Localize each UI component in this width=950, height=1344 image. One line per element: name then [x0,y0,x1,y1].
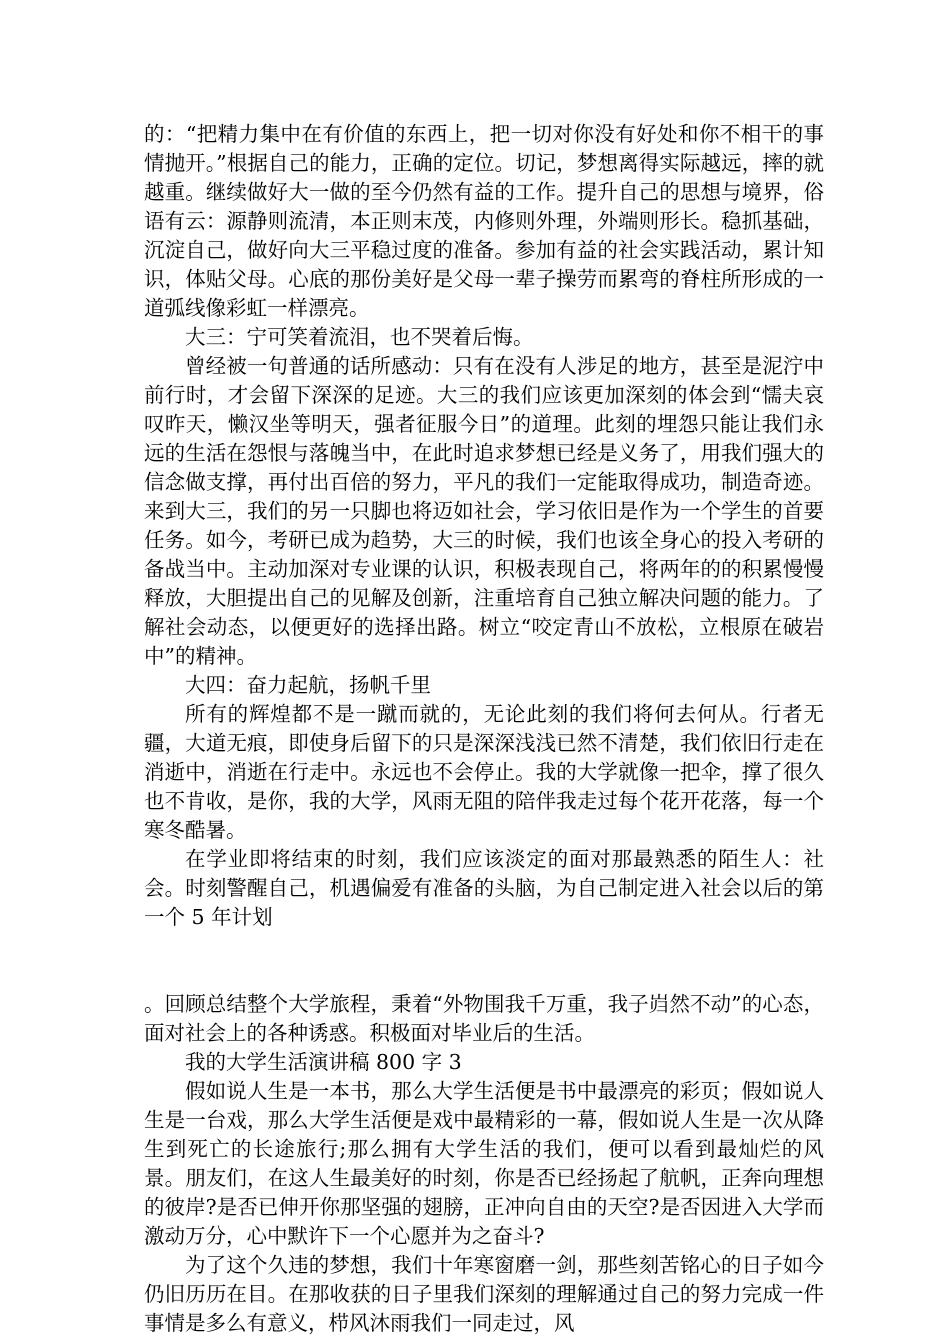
paragraph-6: 在学业即将结束的时刻，我们应该淡定的面对那最熟悉的陌生人：社会。时刻警醒自己，机遇偏爱有准备的头脑，为自己制定进入社会以后的第一个 5 年计划 [144,847,824,929]
document-body [144,120,824,1338]
paragraph-9: 假如说人生是一本书，那么大学生活便是书中最漂亮的彩页；假如说人生是一台戏，那么大学生活便是戏中最精彩的一幕，假如说人生是一次从降生到死亡的长途旅行;那么拥有大学生活的我们，便可以看到最灿烂的风景。朋友们，在这人生最美好的时刻，你是否已经扬起了航帆，正奔向理想的彼岸?是否已伸开你那坚强的翅膀，正冲向自由的天空?是否因进入大学而激动万分，心中默许下一个心愿并为之奋斗? [144,1079,824,1248]
paragraph-5: 所有的辉煌都不是一蹴而就的，无论此刻的我们将何去何从。行者无疆，大道无痕，即使身后留下的只是深深浅浅已然不清楚，我们依旧行走在消逝中，消逝在行走中。永远也不会停止。我的大学就像一把伞，撑了很久也不肯收，是你，我的大学，风雨无阻的陪伴我走过每个花开花落，每一个寒冬酷暑。 [144,702,824,842]
section-heading-junior-year: 大三：宁可笑着流泪，也不哭着后悔。 [185,325,534,349]
paragraph-1: 的：“把精力集中在有价值的东西上，把一切对你没有好处和你不相干的事情抛开。”根据自己的能力，正确的定位。切记，梦想离得实际越远，摔的就越重。继续做好大一做的至今仍然有益的工作。提升自己的思想与境界，俗语有云：源静则流清，本正则末茂，内修则外理，外端则形长。稳抓基础，沉淀自己，做好向大三平稳过度的准备。参加有益的社会实践活动，累计知识，体贴父母。心底的那份美好是父母一辈子操劳而累弯的脊柱所形成的一道弧线像彩虹一样漂亮。 [144,122,824,320]
paragraph-7: 。回顾总结整个大学旅程，秉着“外物围我千万重，我子岿然不动”的心态，面对社会上的各种诱惑。积极面对毕业后的生活。 [144,992,824,1045]
paragraph-3: 曾经被一句普通的话所感动：只有在没有人涉足的地方，甚至是泥泞中前行时，才会留下深深的足迹。大三的我们应该更加深刻的体会到“懦夫哀叹昨天，懒汉坐等明天，强者征服今日”的道理。此刻的埋怨只能让我们永远的生活在怨恨与落魄当中，在此时追求梦想已经是义务了，用我们强大的信念做支撑，再付出百倍的努力，平凡的我们一定能取得成功，制造奇迹。来到大三，我们的另一只脚也将迈如社会，学习依旧是作为一个学生的首要任务。如今，考研已成为趋势，大三的时候，我们也该全身心的投入考研的备战当中。主动加深对专业课的认识，积极表现自己，将两年的的积累慢慢释放，大胆提出自己的见解及创新，注重培育自己独立解决问题的能力。了解社会动态，以便更好的选择出路。树立“咬定青山不放松，立根原在破岩中”的精神。 [144,354,824,668]
paragraph-10: 为了这个久违的梦想，我们十年寒窗磨一剑，那些刻苦铭心的日子如今仍旧历历在目。在那收获的日子里我们深刻的理解通过自己的努力完成一件事情是多么有意义，栉风沐雨我们一同走过，风 [144,1253,824,1335]
section-heading-senior-year: 大四：奋力起航，扬帆千里 [185,673,431,697]
speech-title: 我的大学生活演讲稿 800 字 3 [185,1050,462,1074]
paragraph-gap [144,932,824,990]
